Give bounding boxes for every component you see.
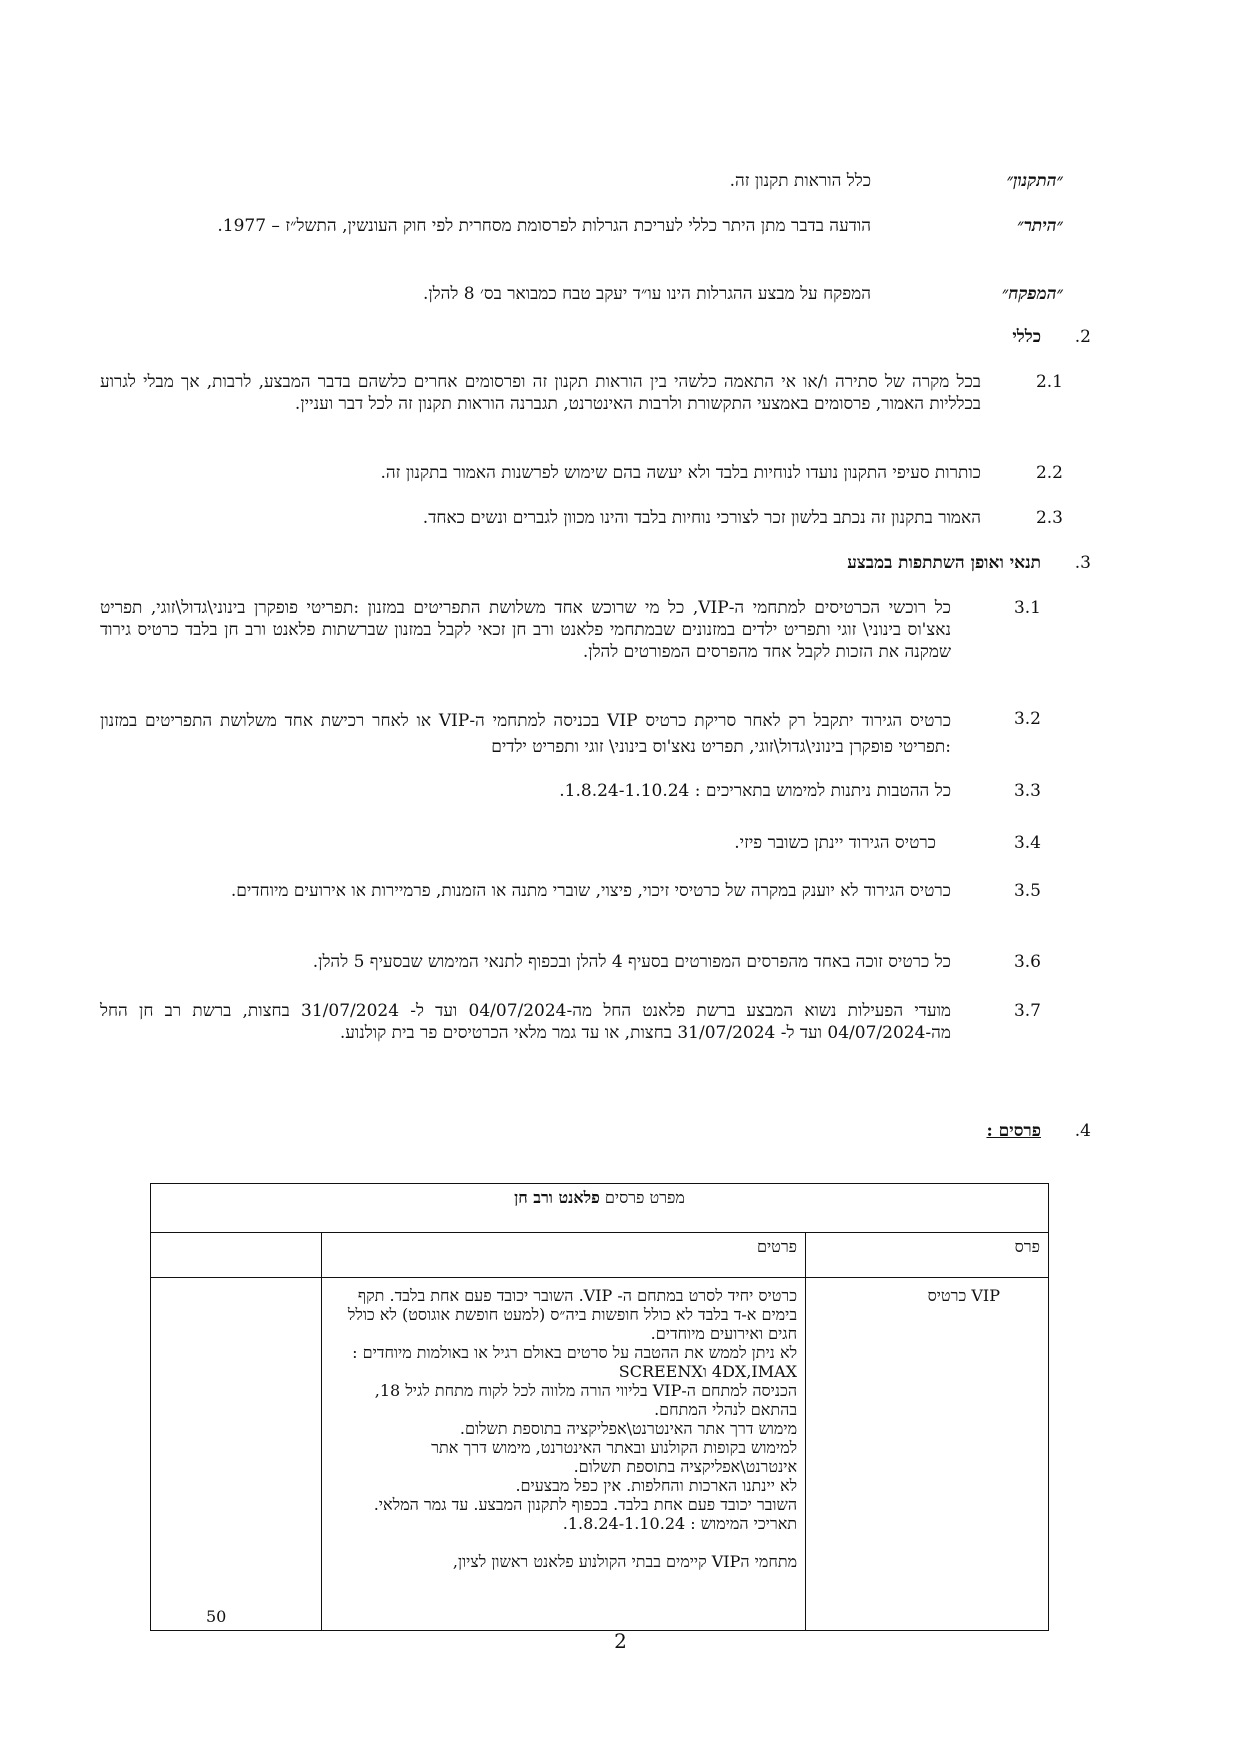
clause-number: 3.1 [1013,598,1041,618]
table-title-row [151,1184,1049,1233]
table-title-prefix: מפרט פרסים [599,1188,685,1207]
clause-number: 3.3 [1013,781,1041,801]
clause-number: 2.2 [1035,463,1063,483]
clause-number: 3.4 [1013,833,1041,853]
cell-details [322,1278,806,1631]
definition-term: ״התקנון״ [1006,171,1063,191]
page-number: 2 [614,1629,627,1653]
clause-number: 2.3 [1035,508,1063,528]
section-number: 3. [1074,553,1091,573]
clause-text: כל ההטבות ניתנות למימוש בתאריכים : 1.8.24-1.10.24. [559,781,951,801]
definition-term: ״היתר״ [1017,216,1063,236]
definition-text: הודעה בדבר מתן היתר כללי לעריכת הגרלות לפרסומת מסחרית לפי חוק העונשין, התשל״ז – 1977. [217,216,871,236]
section-number: 4. [1074,1121,1091,1141]
clause-text: האמור בתקנון זה נכתב בלשון זכר לצורכי נוחיות בלבד והינו מכוון לגברים ונשים כאחד. [422,508,981,528]
cell-prize [806,1278,1049,1631]
clause-text: כרטיס הגירוד לא יוענק במקרה של כרטיסי זיכוי, פיצוי, שוברי מתנה או הזמנות, פרמיירות או אירועים מיוחדים. [230,881,951,901]
details-line [330,1533,797,1552]
clause-text: כל כרטיס זוכה באחד מהפרסים המפורטים בסעיף 4 להלן ובכפוף לתנאי המימוש שבסעיף 5 להלן. [312,952,951,972]
clause-text: מועדי הפעילות נשוא המבצע ברשת פלאנט החל מה-04/07/2024 ועד ל- 31/07/2024 בחצות, ברשת רב חן החל מה-04/07/2024 ועד ל- 31/07/2024 בחצות, או עד גמר מלאי הכרטיסים פר בית קולנוע. [100,1001,951,1043]
header-quantity [151,1233,322,1278]
details-line: לא ניתן לממש את ההטבה על סרטים באולם רגיל או באולמות מיוחדים : 4DX,IMAX וSCREENX [352,1343,798,1381]
table-header-row [151,1233,1049,1278]
details-line: מתחמי הVIP קיימים בבתי הקולנוע פלאנט ראשון לציון, [452,1552,798,1571]
prize-quantity: 50 [206,1607,227,1626]
details-line: השובר יכובד פעם אחת בלבד. בכפוף לתקנון המבצע. עד גמר המלאי. [373,1495,798,1514]
section-number: 2. [1074,327,1091,347]
details-line: כרטיס יחיד לסרט במתחם ה- VIP. השובר יכובד פעם אחת בלבד. תקף בימים א-ד בלבד לא כולל חופשות ביה״ס (למעט חופשת אוגוסט) לא כולל חגים ואירועים מיוחדים. [347,1286,798,1343]
clause-text: כרטיס הגירוד יינתן כשובר פיזי. [734,833,936,853]
header-details: פרטים [322,1233,806,1278]
definition-term: ״המפקח״ [1001,284,1063,304]
clause-text: כותרות סעיפי התקנון נועדו לנוחיות בלבד ולא יעשה בהם שימוש לפרשנות האמור בתקנון זה. [380,463,981,483]
details-line: הכניסה למתחם ה-VIP בליווי הורה מלווה לכל לקוח מתחת לגיל 18, בהתאם לנהלי המתחם. [374,1381,798,1419]
clause-text: כל רוכשי הכרטיסים למתחמי ה-VIP, כל מי שרוכש אחד משלושת התפריטים במזנון :תפריטי פופקרן בינוני\גדול\זוגי, תפריט נאצ'וס בינוני\ זוגי ותפריט ילדים במזנונים שבמתחמי פלאנט ורב חן זכאי לקבל במזנון שברשתות פלאנט ורב חן בלבד כרטיס גירוד שמקנה את הזכות לקבל אחד מהפרסים המפורטים להלן. [100,598,951,662]
clause-number: 3.6 [1013,952,1041,972]
definition-text: המפקח על מבצע ההגרלות הינו עו״ד יעקב טבח כמבואר בס׳ 8 להלן. [422,284,871,304]
clause-number: 2.1 [1035,372,1063,392]
section-title: כללי [1012,327,1041,347]
table-title-cell [151,1184,1049,1233]
details-line: מימוש דרך אתר האינטרנט\אפליקציה בתוספת תשלום. [459,1419,798,1438]
details-line: לא יינתנו הארכות והחלפות. אין כפל מבצעים. [515,1476,798,1495]
clause-number: 3.2 [1013,709,1041,729]
table-row [151,1278,1049,1631]
table-title-bold: פלאנט ורב חן [514,1188,600,1207]
header-prize: פרס [806,1233,1049,1278]
clause-text: כרטיס הגירוד יתקבל רק לאחר סריקת כרטיס VIP בכניסה למתחמי ה-VIP או לאחר רכישת אחד משלושת התפריטים במזנון :תפריטי פופקרן בינוני\גדול\זוגי, תפריט נאצ'וס בינוני\ זוגי ותפריט ילדים [100,711,952,757]
prize-name: VIP כרטיס [927,1286,1000,1305]
definition-text: כלל הוראות תקנון זה. [729,171,871,191]
section-title: תנאי ואופן השתתפות במבצע [847,553,1041,573]
section-title: פרסים : [986,1121,1041,1141]
clause-number: 3.5 [1013,881,1041,901]
details-line: תאריכי המימוש : 1.8.24-1.10.24. [562,1514,798,1533]
cell-quantity [151,1278,322,1631]
clause-number: 3.7 [1013,1001,1041,1021]
details-line: למימוש בקופות הקולנוע ובאתר האינטרנט, מימוש דרך אתר אינטרנט\אפליקציה בתוספת תשלום. [431,1438,798,1476]
clause-text: בכל מקרה של סתירה ו/או אי התאמה כלשהי בין הוראות תקנון זה ופרסומים אחרים כלשהם בדבר המבצע, לרבות, אך מבלי לגרוע בכלליות האמור, פרסומים באמצעי התקשורת ולרבות האינטרנט, תגברנה הוראות תקנון זה לכל דבר ועניין. [100,372,981,414]
prize-table [150,1183,1049,1631]
